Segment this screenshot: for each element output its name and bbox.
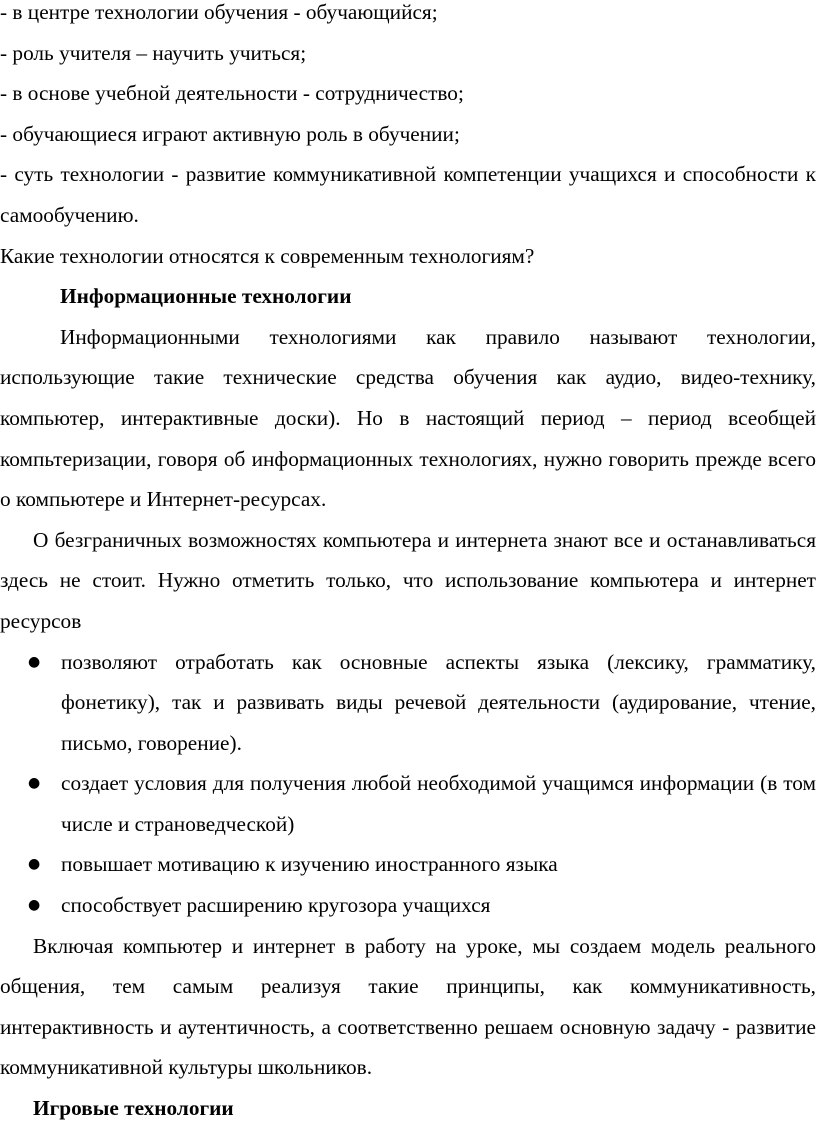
bullet-icon: ● [28,897,41,914]
info-paragraph-3: Включая компьютер и интернет в работу на уроке, мы создаем модель реального общения, тем самым реализуя такие принципы, как коммуникативность, интерактивность и аутентичность, а соответственно решаем основную задачу - развитие коммуникативной культуры школьников. [0,933,816,1080]
list-item-text: позволяют отработать как основные аспекты языка (лексику, грамматику, фонетику), так и развивать виды речевой деятельности (аудирование, чтение, письмо, говорение). [61,649,816,755]
list-item-text: способствует расширению кругозора учащихся [61,893,491,918]
question-text: Какие технологии относятся к современным технологиям? [0,243,535,268]
bullet-icon: ● [28,856,41,873]
list-item [0,642,816,764]
list-item-text: повышает мотивацию к изучению иностранного языка [61,852,558,877]
intro-line-5: - суть технологии - развитие коммуникативной компетенции учащихся и способности к самообучению. [0,162,816,227]
list-item [0,763,816,844]
info-bullet-list [0,642,816,926]
info-paragraph-1: Информационными технологиями как правило называют технологии, использующие такие технические средства обучения как аудио, видео-технику, компьютер, интерактивные доски). Но в настоящий период – период всеобщей компьтеризации, говоря об информационных технологиях, нужно говорить прежде всего о компьютере и Интернет-ресурсах. [0,324,816,512]
list-item [0,885,816,926]
intro-line-2: - роль учителя – научить учиться; [0,40,307,65]
list-item-text: создает условия для получения любой необходимой учащимся информации (в том числе и страноведческой) [61,771,816,836]
info-paragraph-2: О безграничных возможностях компьютера и интернета знают все и останавливаться здесь не стоит. Нужно отметить только, что использование компьютера и интернет ресурсов [0,527,816,633]
section-heading-games: Игровые технологии [33,1096,234,1121]
bullet-icon: ● [28,775,41,792]
bullet-icon: ● [28,653,41,670]
list-item [0,844,816,885]
intro-line-4: - обучающиеся играют активную роль в обучении; [0,121,460,146]
intro-line-3: - в основе учебной деятельности - сотрудничество; [0,81,464,106]
section-heading-info: Информационные технологии [60,284,352,309]
intro-line-1: - в центре технологии обучения - обучающийся; [0,0,438,24]
